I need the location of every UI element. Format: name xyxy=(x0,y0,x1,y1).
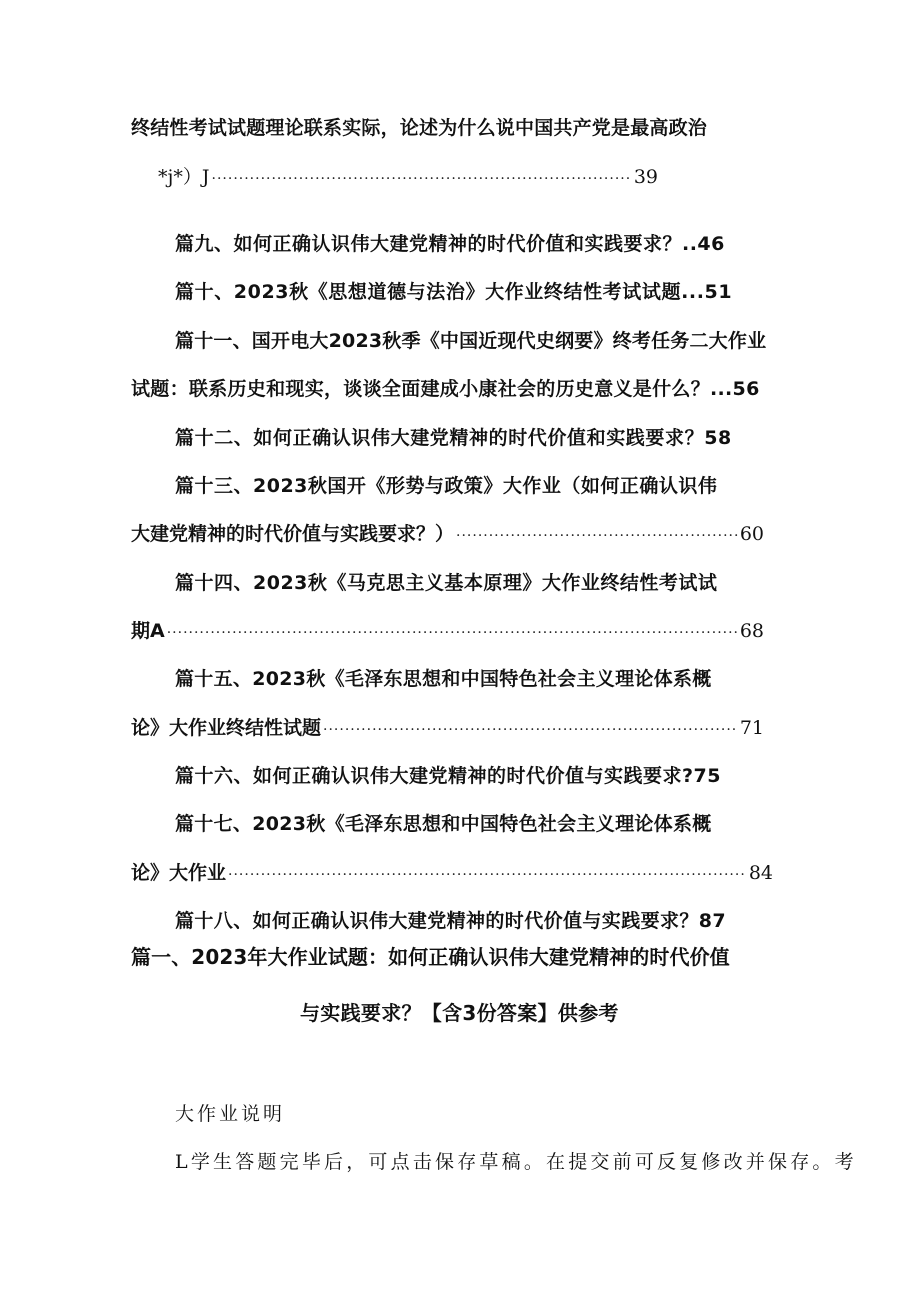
toc-entry-8-page: 39 xyxy=(633,166,658,188)
toc-entry-10: 篇十、2023秋《思想道德与法治》大作业终结性考试试题...51 xyxy=(175,281,733,303)
toc-entry-11-line-2: 试题：联系历史和现实，谈谈全面建成小康社会的历史意义是什么？...56 xyxy=(131,378,760,400)
toc-entry-13-line-2 xyxy=(131,522,764,546)
toc-entry-11-line-1: 篇十一、国开电大2023秋季《中国近现代史纲要》终考任务二大作业 xyxy=(175,330,767,352)
toc-entry-14-text: 期A xyxy=(131,620,165,642)
toc-leader-dots xyxy=(456,524,738,548)
toc-entry-14-line-1: 篇十四、2023秋《马克思主义基本原理》大作业终结性考试试 xyxy=(175,572,718,594)
toc-entry-13-line-1: 篇十三、2023秋国开《形势与政策》大作业（如何正确认识伟 xyxy=(175,475,718,497)
toc-entry-13-text: 大建党精神的时代价值与实践要求？） xyxy=(131,523,455,545)
toc-entry-8-line-2 xyxy=(158,165,658,189)
subheading: 大作业说明 xyxy=(175,1103,286,1125)
toc-entry-17-line-1: 篇十七、2023秋《毛泽东思想和中国特色社会主义理论体系概 xyxy=(175,813,712,835)
toc-entry-9: 篇九、如何正确认识伟大建党精神的时代价值和实践要求？..46 xyxy=(175,233,725,255)
toc-entry-16: 篇十六、如何正确认识伟大建党精神的时代价值与实践要求?75 xyxy=(175,765,721,787)
toc-leader-dots xyxy=(323,718,738,742)
toc-leader-dots xyxy=(167,621,738,645)
toc-entry-15-line-2 xyxy=(131,716,764,740)
toc-entry-15-line-1: 篇十五、2023秋《毛泽东思想和中国特色社会主义理论体系概 xyxy=(175,668,712,690)
paragraph-1: L学生答题完毕后，可点击保存草稿。在提交前可反复修改并保存。考 xyxy=(175,1151,857,1173)
toc-entry-15-page: 71 xyxy=(739,717,764,739)
toc-leader-dots xyxy=(228,863,747,887)
toc-entry-8-text: *j*）J xyxy=(158,166,210,188)
toc-entry-17-text: 论》大作业 xyxy=(131,862,227,884)
toc-entry-18: 篇十八、如何正确认识伟大建党精神的时代价值与实践要求？87 xyxy=(175,910,727,932)
toc-leader-dots xyxy=(212,167,632,191)
toc-entry-12: 篇十二、如何正确认识伟大建党精神的时代价值和实践要求？58 xyxy=(175,427,732,449)
toc-entry-15-text: 论》大作业终结性试题 xyxy=(131,717,322,739)
toc-entry-17-page: 84 xyxy=(748,862,773,884)
toc-entry-13-page: 60 xyxy=(739,523,764,545)
toc-entry-14-page: 68 xyxy=(739,620,764,642)
section-title-line-1: 篇一、2023年大作业试题：如何正确认识伟大建党精神的时代价值 xyxy=(131,945,730,969)
toc-entry-8-line-1: 终结性考试试题理论联系实际，论述为什么说中国共产党是最高政治 xyxy=(131,117,708,139)
toc-entry-17-line-2 xyxy=(131,861,773,885)
section-title-line-2: 与实践要求？【含3份答案】供参考 xyxy=(300,1001,619,1025)
toc-entry-14-line-2 xyxy=(131,619,764,643)
